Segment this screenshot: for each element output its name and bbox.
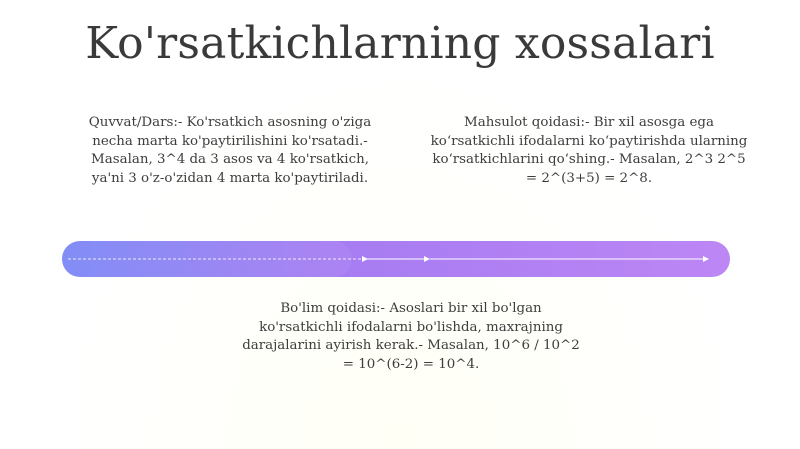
power-rule-note: Quvvat/Dars:- Ko'rsatkich asosning o'ziga necha marta ko'paytirilishini ko'rsatadi.- Masalan, 3^4 da 3 asos va 4 ko'rsatkich, ya'ni 3 o'z-o'zidan 4 marta ko'paytiriladi. — [88, 115, 372, 186]
quotient-rule-note: Bo'lim qoidasi:- Asoslari bir xil bo'lgan ko'rsatkichli ifodalarni bo'lishda, maxrajning darajalarini ayirish kerak.- Masalan, 10^6 / 10^2 = 10^(6-2) = 10^4. — [242, 301, 580, 372]
timeline-bar — [62, 241, 730, 277]
slide-title: Ko'rsatkichlarning xossalari — [85, 18, 715, 69]
timeline-graphic — [62, 241, 730, 277]
product-rule-note: Mahsulot qoidasi:- Bir xil asosga ega ko‘rsatkichli ifodalarni ko‘paytirishda ularning ko‘rsatkichlarini qo‘shing.- Masalan, 2^3 2^5 = 2^(3+5) = 2^8. — [430, 115, 748, 186]
